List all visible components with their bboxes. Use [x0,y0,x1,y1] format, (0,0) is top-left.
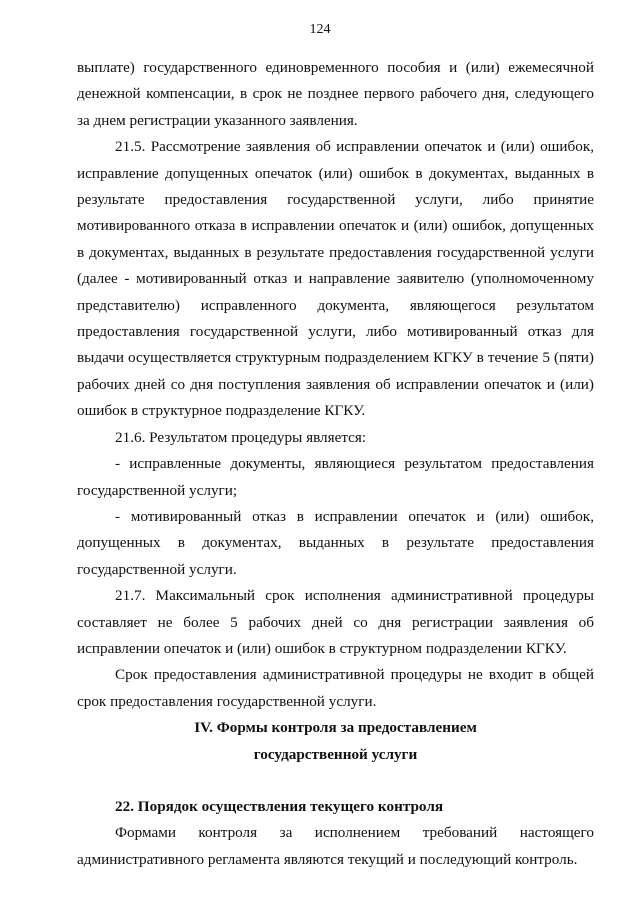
list-item-corrected-documents: - исправленные документы, являющиеся результатом предоставления государственной услуги; [77,455,594,499]
list-item-motivated-refusal: - мотивированный отказ в исправлении опечаток и (или) ошибок, допущенных в документах, выданных в результате предоставления государственной услуги. [77,507,594,578]
section-spacer [77,768,594,794]
paragraph-continuation: выплате) государственного единовременного пособия и (или) ежемесячной денежной компенсации, в срок не позднее первого рабочего дня, следующего за днем регистрации указанного заявления. [77,59,594,129]
paragraph-term-note: Срок предоставления административной процедуры не входит в общей срок предоставления государственной услуги. [77,666,594,710]
paragraph-21-5: 21.5. Рассмотрение заявления об исправлении опечаток и (или) ошибок, исправление допущенных опечаток (или) ошибок в документах, выданных в результате предоставления государственной услуги, либо принятие мотивированного отказа в исправлении опечаток и (или) ошибок, допущенных в документах, выданных в результате предоставления государственной услуги (далее - мотивированный отказ и направление заявителю (уполномоченному представителю) исправленного документа, являющегося результатом предоставления государственной услуги, либо мотивированный отказ для выдачи осуществляется структурным подразделением КГКУ в течение 5 (пяти) рабочих дней со дня поступления заявления об исправлении опечаток и (или) ошибок в структурное подразделение КГКУ. [77,138,594,420]
section-title-line-1: IV. Формы контроля за предоставлением [194,719,477,737]
document-body [77,55,594,873]
paragraph-21-7: 21.7. Максимальный срок исполнения административной процедуры составляет не более 5 рабочих дней со дня регистрации заявления об исправлении опечаток и (или) ошибок в структурном подразделении КГКУ. [77,587,594,657]
subsection-heading-22: 22. Порядок осуществления текущего контроля [115,797,444,815]
section-title-line-2: государственной услуги [253,745,418,763]
paragraph-21-6: 21.6. Результатом процедуры является: [115,428,367,446]
paragraph-control-forms: Формами контроля за исполнением требований настоящего административного регламента являются текущий и последующий контроль. [77,824,594,868]
page-number: 124 [309,22,331,37]
